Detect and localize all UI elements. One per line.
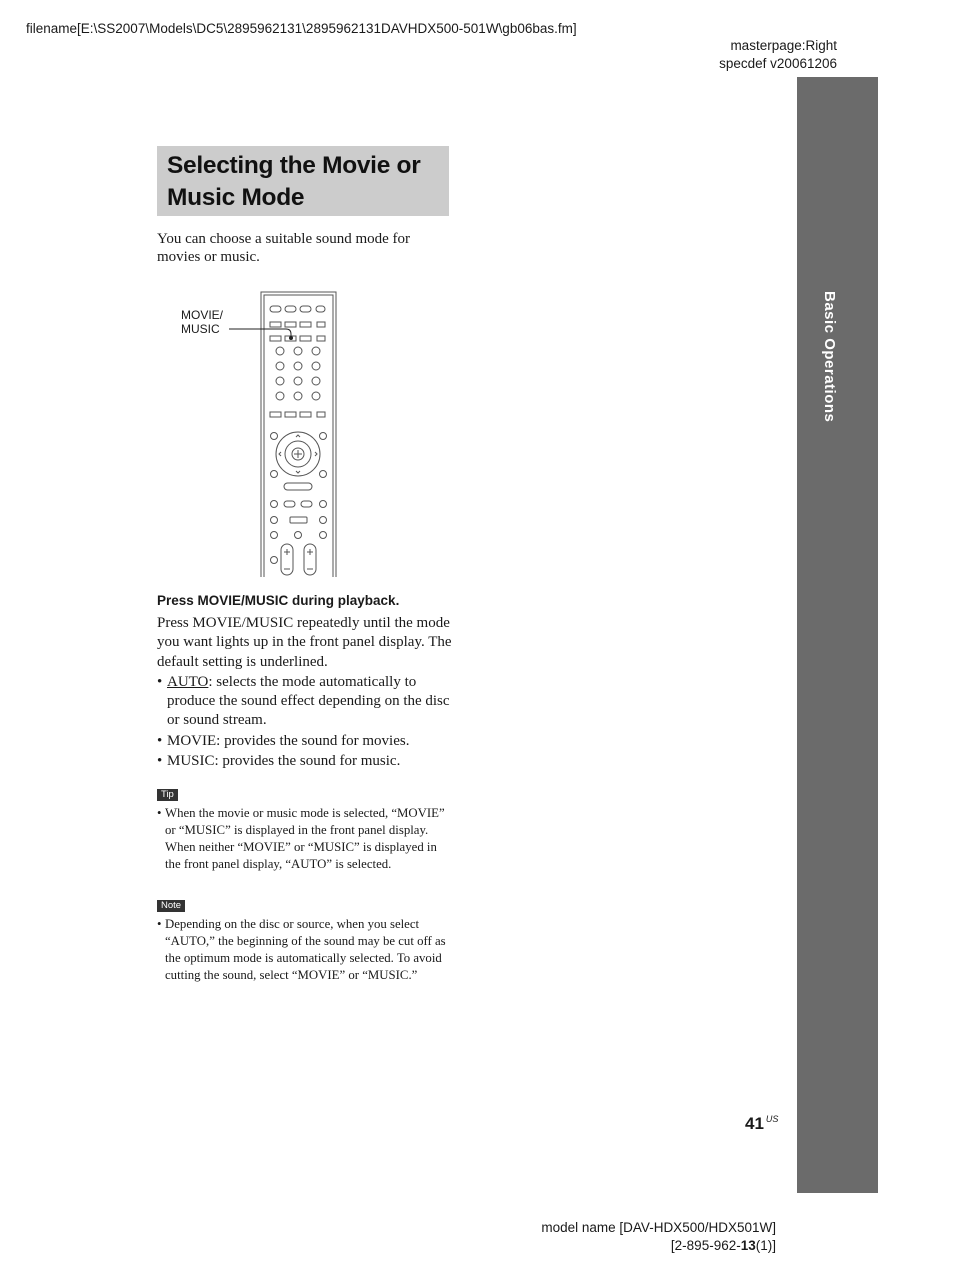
header-filename: filename[E:\SS2007\Models\DC5\2895962131\2895962131DAVHDX500-501W\gb06bas.fm] — [26, 21, 577, 36]
note-item: • Depending on the disc or source, when you select “AUTO,” the beginning of the sound may be cut off as the optimum mode is automatically selected. To avoid cutting the sound, select “MOVIE” or “MUSIC.” — [157, 916, 452, 984]
footer-model-info — [541, 1219, 776, 1255]
header-specdef: specdef v20061206 — [719, 56, 837, 71]
list-item-text: MUSIC: provides the sound for music. — [167, 753, 401, 770]
page-title: Selecting the Movie or Music Mode — [167, 152, 421, 211]
tip-text: When the movie or music mode is selected, “MOVIE” or “MUSIC” is displayed in the front panel display. When neither “MOVIE” or “MUSIC” is displayed in the front panel display, “AUTO” is selected. — [165, 806, 445, 871]
default-mode-term: AUTO — [167, 673, 209, 690]
tip-block — [157, 784, 452, 873]
note-badge: Note — [157, 900, 185, 912]
footer-part-code: [2-895-962-13(1)] — [670, 1238, 776, 1253]
footer-model-name: model name [DAV-HDX500/HDX501W] — [541, 1220, 776, 1235]
step-body — [157, 614, 452, 771]
note-text: Depending on the disc or source, when you select “AUTO,” the beginning of the sound may be cut off as the optimum mode is automatically selected. To avoid cutting the sound, select “MOVIE” or “MUSIC.” — [165, 917, 446, 982]
note-block — [157, 895, 452, 984]
tip-badge: Tip — [157, 789, 178, 801]
intro-text: You can choose a suitable sound mode for movies or music. — [157, 231, 411, 265]
list-item: • AUTO: selects the mode automatically to produce the sound effect depending on the disc or sound stream. — [157, 673, 450, 729]
step-heading: Press MOVIE/MUSIC during playback. — [157, 593, 400, 608]
list-item: • MUSIC: provides the sound for music. — [157, 752, 452, 771]
remote-control-icon — [180, 290, 380, 580]
remote-illustration — [180, 290, 380, 580]
list-item-text: : selects the mode automatically to produce the sound effect depending on the disc or sound stream. — [167, 673, 450, 729]
header-masterpage-block — [719, 37, 837, 73]
list-item-text: MOVIE: provides the sound for movies. — [167, 732, 410, 749]
step-paragraph: Press MOVIE/MUSIC repeatedly until the mode you want lights up in the front panel display. The default setting is underlined. — [157, 615, 452, 670]
page-region-suffix: US — [765, 1114, 779, 1124]
tip-item: • When the movie or music mode is selected, “MOVIE” or “MUSIC” is displayed in the front panel display. When neither “MOVIE” or “MUSIC” is displayed in the front panel display, “AUTO” is selected. — [157, 805, 452, 873]
side-tab-label: Basic Operations — [821, 291, 838, 423]
movie-music-callout: MOVIE/ MUSIC — [181, 308, 224, 336]
section-side-tab — [797, 77, 878, 1193]
header-masterpage: masterpage:Right — [730, 38, 837, 53]
list-item: • MOVIE: provides the sound for movies. — [157, 732, 452, 751]
page-number: 41 $^{US}$ — [745, 1114, 779, 1133]
section-title-box — [157, 146, 449, 216]
